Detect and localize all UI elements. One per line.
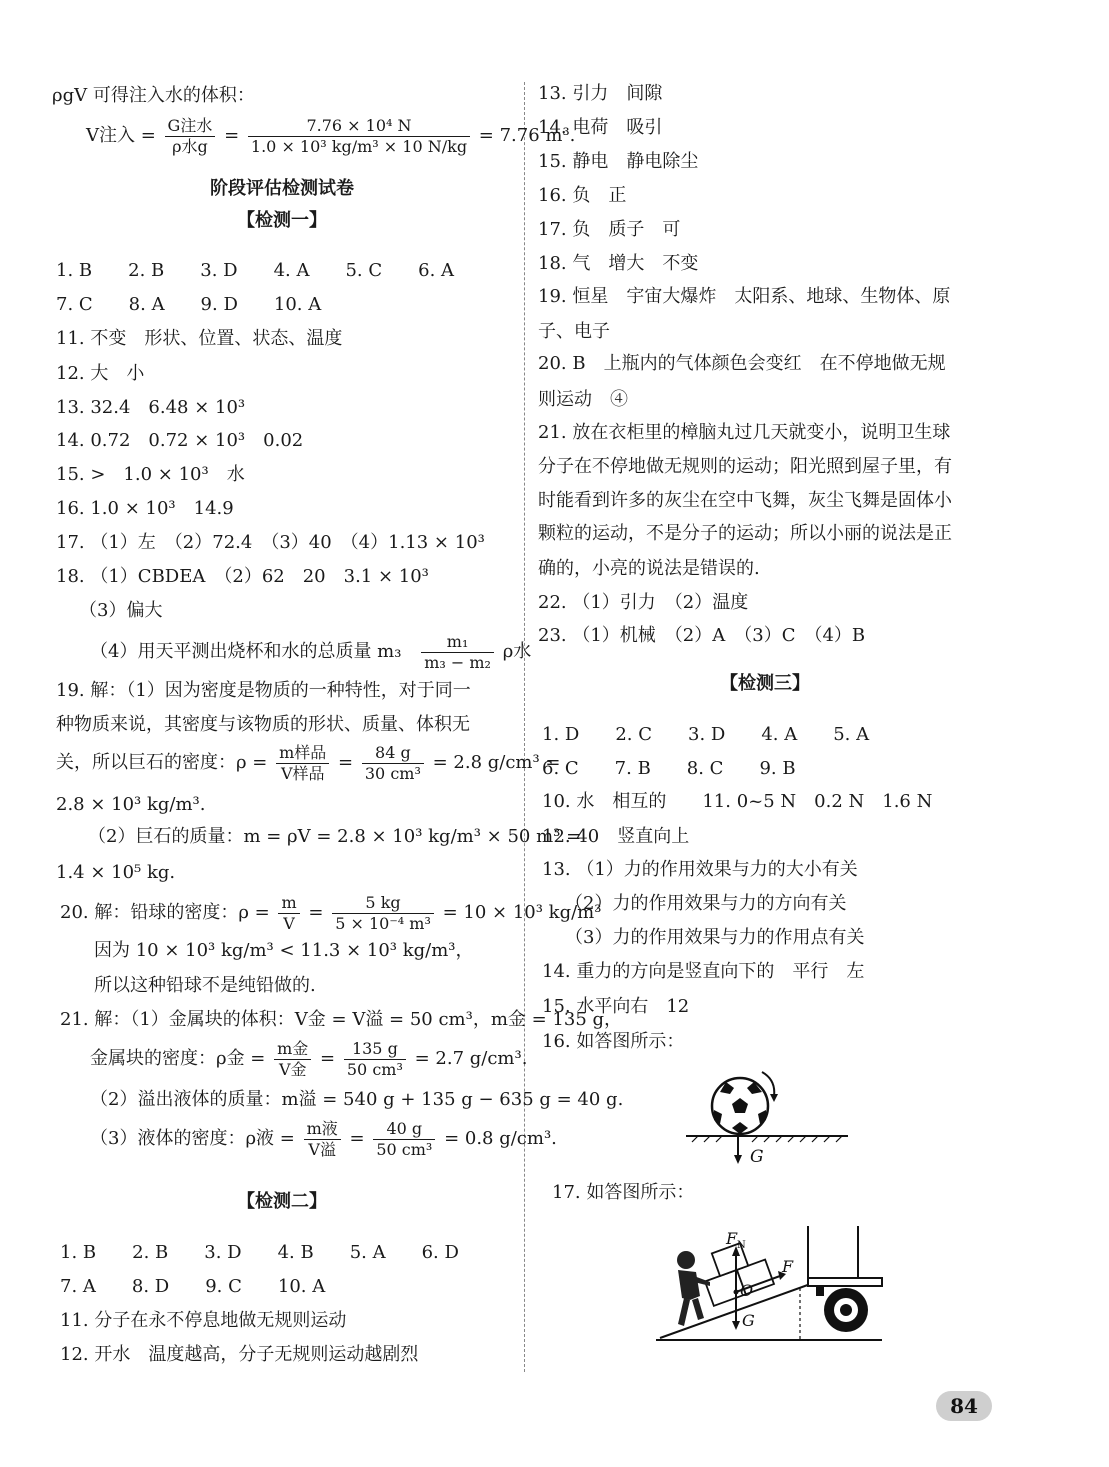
- q19-density-line: 关，所以巨石的密度：ρ = $\frac{\text{m样品}}{\text{V样品}}$ = $\frac{84 g}{\text{30 cm³}}$ = 2.8 g/cm³ =: [56, 742, 561, 783]
- t3-line: （2）力的作用效果与力的方向有关: [556, 893, 847, 914]
- t2-cont-line: 19. 恒星 宇宙大爆炸 太阳系、地球、生物体、原: [538, 286, 951, 307]
- t3-line: 10. 水 相互的 11. 0~5 N 0.2 N 1.6 N: [542, 791, 933, 812]
- t2-cont-line: 21. 放在衣柜里的樟脑丸过几天就变小，说明卫生球: [538, 422, 951, 443]
- q19-line: （2）巨石的质量：m = ρV = 2.8 × 10³ kg/m³ × 50 m³ =: [88, 826, 582, 847]
- q19-line: 19. 解：（1）因为密度是物质的一种特性，对于同一: [56, 680, 471, 701]
- t1-line: 15. > 1.0 × 10³ 水: [56, 464, 245, 485]
- t2-cont-line: 确的，小亮的说法是错误的.: [538, 558, 760, 579]
- t2-cont-line: 颗粒的运动，不是分子的运动；所以小丽的说法是正: [538, 523, 952, 544]
- gravity-label: G: [742, 1311, 755, 1330]
- q21-line: （2）溢出液体的质量：m溢 = 540 g + 135 g − 635 g = 40 g.: [90, 1089, 624, 1110]
- t3-line: 15. 水平向右 12: [542, 996, 690, 1017]
- q19-line: 2.8 × 10³ kg/m³.: [56, 794, 206, 815]
- q17-line: 17. 如答图所示：: [552, 1182, 695, 1203]
- t2-line: 12. 开水 温度越高，分子无规则运动越剧烈: [60, 1344, 419, 1365]
- t1-line: 17. （1）左 （2）72.4 （3）40 （4）1.13 × 10³: [56, 532, 485, 553]
- soccer-ball-icon: [712, 1078, 768, 1134]
- t1-line: 7. C 8. A 9. D 10. A: [56, 294, 322, 315]
- column-divider: [524, 82, 525, 1372]
- page-number: 84: [950, 1394, 978, 1418]
- gravity-arrowhead: [732, 1321, 740, 1330]
- test1-title: 【检测一】: [237, 210, 327, 231]
- formula-fraction-1: $\frac{\text{G注水}}{\text{ρ水g}}$: [165, 116, 216, 157]
- q21-density-line: 金属块的密度：ρ金 = $\frac{\text{m金}}{\text{V金}}$ = $\frac{135 g}{\text{50 cm³}}$ = 2.7 g/cm³.: [90, 1038, 528, 1079]
- t2-cont-line: 17. 负 质子 可: [538, 219, 681, 240]
- t2-cont-line: 16. 负 正: [538, 185, 627, 206]
- q20-line: 所以这种铅球不是纯铅做的.: [94, 975, 316, 996]
- t2-cont-line: 15. 静电 静电除尘: [538, 151, 699, 172]
- intro-line: ρgV 可得注入水的体积：: [52, 85, 255, 106]
- formula-result: = 7.76 m³.: [478, 125, 576, 146]
- normal-force-label: F: [726, 1229, 738, 1248]
- figure-16-soccer-ball: [680, 1058, 860, 1170]
- q20-line: 因为 10 × 10³ kg/m³ < 11.3 × 10³ kg/m³，: [94, 940, 474, 961]
- t1-line: 16. 1.0 × 10³ 14.9: [56, 498, 234, 519]
- test2-title: 【检测二】: [237, 1191, 327, 1212]
- section-title: 阶段评估检测试卷: [210, 178, 354, 199]
- t1-line: 18. （1）CBDEA （2）62 20 3.1 × 10³: [56, 566, 429, 587]
- t3-line: 13. （1）力的作用效果与力的大小有关: [542, 859, 858, 880]
- t1-line: 13. 32.4 6.48 × 10³: [56, 397, 246, 418]
- center-label: O: [740, 1281, 754, 1300]
- truck: [808, 1226, 882, 1332]
- formula-lhs: V注入 =: [86, 125, 156, 146]
- t2-cont-line: 则运动 ④: [538, 389, 628, 410]
- t3-line: 14. 重力的方向是竖直向下的 平行 左: [542, 961, 865, 982]
- t3-line: 16. 如答图所示：: [542, 1031, 685, 1052]
- t2-line: 7. A 8. D 9. C 10. A: [60, 1276, 326, 1297]
- t3-line: 6. C 7. B 8. C 9. B: [542, 758, 796, 779]
- t2-cont-line: 20. B 上瓶内的气体颜色会变红 在不停地做无规: [538, 353, 946, 374]
- q18-4-line: （4）用天平测出烧杯和水的总质量 m₃ $\frac{\text{m₁}}{\text{m₃ − m₂}}$ ρ水: [90, 631, 532, 672]
- volume-formula: V注入 = $\frac{\text{G注水}}{\text{ρ水g}}$ = $\frac{\text{7.76 × 10⁴ N}}{\text{1.0 × 10³ kg/m³ × 10 N/kg}}$ = 7.76 m³.: [86, 115, 576, 156]
- test3-title: 【检测三】: [720, 673, 810, 694]
- t2-cont-line: 13. 引力 间隙: [538, 83, 663, 104]
- t2-cont-line: 子、电子: [538, 321, 610, 342]
- rotation-arrowhead: [770, 1094, 778, 1102]
- t1-line: 1. B 2. B 3. D 4. A 5. C 6. A: [56, 260, 455, 281]
- q21-line: 21. 解：（1）金属块的体积：V金 = V溢 = 50 cm³，m金 = 135 g，: [60, 1009, 623, 1030]
- t2-line: 1. B 2. B 3. D 4. B 5. A 6. D: [60, 1242, 459, 1263]
- q19-line: 1.4 × 10⁵ kg.: [56, 862, 176, 883]
- normal-force-subscript: N: [737, 1240, 746, 1251]
- formula-fraction-2: $\frac{\text{7.76 × 10⁴ N}}{\text{1.0 × 10³ kg/m³ × 10 N/kg}}$: [248, 116, 470, 157]
- t2-cont-line: 22. （1）引力 （2）温度: [538, 592, 749, 613]
- t2-cont-line: 23. （1）机械 （2）A （3）C （4）B: [538, 625, 866, 646]
- q19-line: 种物质来说，其密度与该物质的形状、质量、体积无: [56, 714, 470, 735]
- figure-17-ramp: [650, 1220, 890, 1354]
- q20-density-line: 20. 解：铅球的密度：ρ = $\frac{m}{V}$ = $\frac{5 kg}{\text{5 × 10⁻⁴ m³}}$ = 10 × 10³ kg/m³: [60, 892, 602, 933]
- t3-line: 12. 40 竖直向上: [542, 826, 690, 847]
- t2-cont-line: 18. 气 增大 不变: [538, 253, 699, 274]
- gravity-arrowhead: [734, 1155, 742, 1164]
- q21-liquid-density-line: （3）液体的密度：ρ液 = $\frac{\text{m液}}{\text{V溢}}$ = $\frac{40 g}{\text{50 cm³}}$ = 0.8 g/cm³.: [90, 1118, 557, 1159]
- t1-line: 14. 0.72 0.72 × 10³ 0.02: [56, 430, 304, 451]
- gravity-label: G: [750, 1147, 764, 1167]
- t1-line: 11. 不变 形状、位置、状态、温度: [56, 328, 343, 349]
- t1-line: 12. 大 小: [56, 363, 145, 384]
- t2-cont-line: 分子在不停地做无规则的运动；阳光照到屋子里，有: [538, 456, 952, 477]
- t3-line: 1. D 2. C 3. D 4. A 5. A: [542, 724, 870, 745]
- t2-cont-line: 14. 电荷 吸引: [538, 117, 663, 138]
- person-pushing: [677, 1251, 710, 1326]
- t2-line: 11. 分子在永不停息地做无规则运动: [60, 1310, 347, 1331]
- push-force-label: F: [782, 1257, 794, 1276]
- t3-line: （3）力的作用效果与力的作用点有关: [556, 927, 865, 948]
- page-number-badge: [936, 1391, 992, 1421]
- t2-cont-line: 时能看到许多的灰尘在空中飞舞，灰尘飞舞是固体小: [538, 490, 952, 511]
- t1-line: （3）偏大: [70, 600, 163, 621]
